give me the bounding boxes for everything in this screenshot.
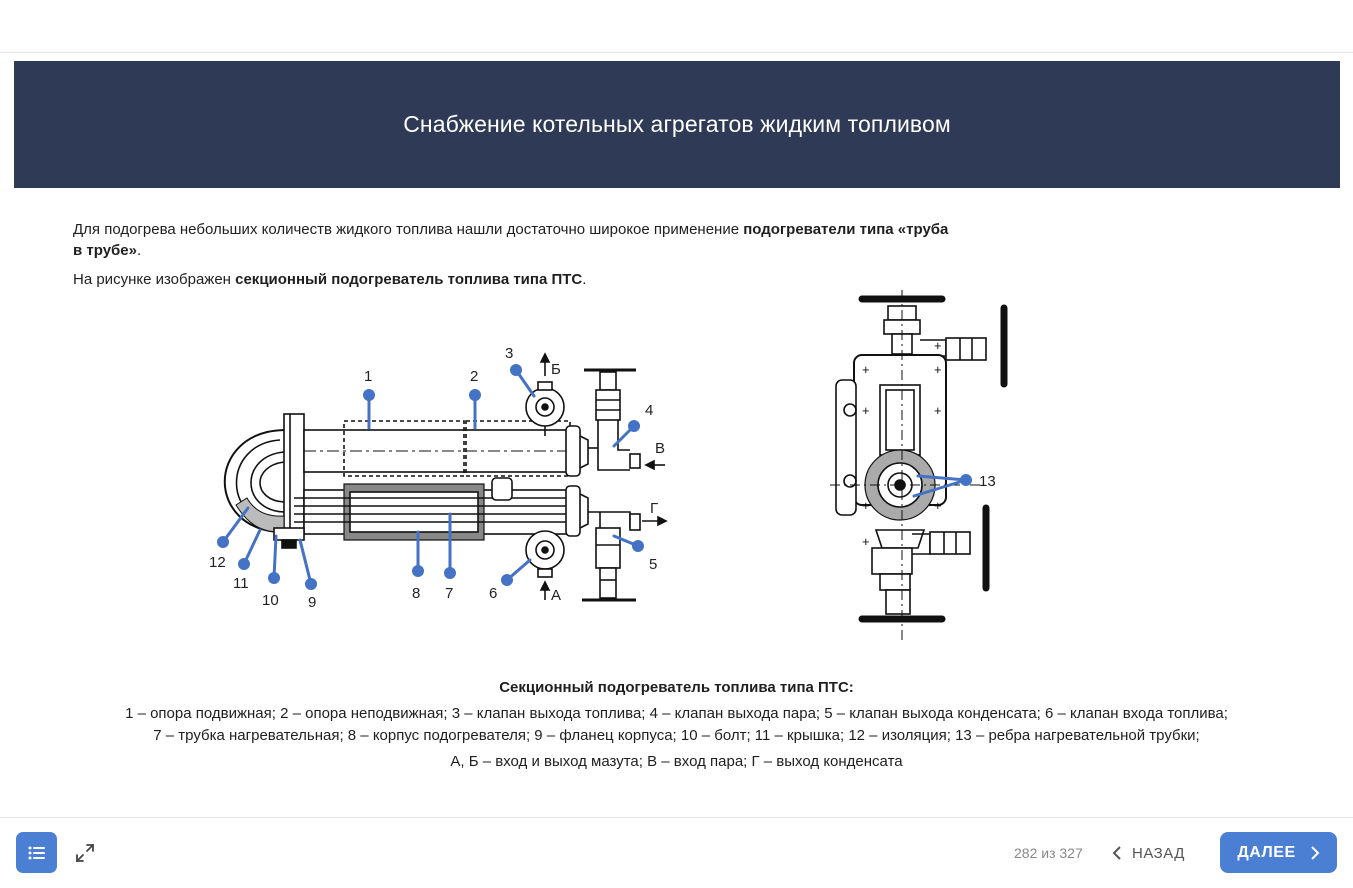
fullscreen-button[interactable] — [74, 842, 96, 864]
callout-2: 2 — [470, 368, 479, 385]
callout-10: 10 — [262, 592, 279, 609]
flow-label-v: В — [655, 440, 666, 457]
callout-12: 12 — [209, 554, 226, 571]
intro-term-bold-2: секционный подогреватель топлива типа ПТС — [235, 271, 583, 288]
top-bar — [0, 0, 1353, 53]
back-button-label: НАЗАД — [1132, 844, 1185, 862]
figure-caption-title: Секционный подогреватель топлива типа ПТС: — [499, 679, 854, 696]
callout-8: 8 — [412, 585, 421, 602]
heater-diagram — [200, 288, 1060, 644]
svg-text:+: + — [862, 362, 870, 377]
next-button-label: ДАЛЕЕ — [1237, 843, 1296, 861]
intro-term-bold: подогреватели типа «труба в трубе» — [73, 221, 949, 259]
callout-7: 7 — [445, 585, 454, 602]
next-button[interactable] — [1220, 832, 1337, 873]
back-button[interactable] — [1112, 836, 1185, 870]
callout-13: 13 — [979, 473, 996, 490]
table-of-contents-button[interactable] — [16, 832, 57, 873]
svg-text:+: + — [862, 403, 870, 418]
page-counter: 282 из 327 — [1014, 845, 1083, 861]
figure-caption-line-1: 1 – опора подвижная; 2 – опора неподвижная; 3 – клапан выхода топлива; 4 – клапан выхода пара; 5 – клапан выхода конденсата; 6 – клапан входа топлива; — [125, 705, 1228, 722]
chevron-right-icon — [1310, 845, 1320, 861]
flow-label-g: Г — [650, 500, 659, 517]
page-title: Снабжение котельных агрегатов жидким топливом — [403, 111, 951, 137]
figure-caption-line-2: 7 – трубка нагревательная; 8 – корпус подогревателя; 9 – фланец корпуса; 10 – болт; 11 – крышка; 12 – изоляция; 13 – ребра нагревательной трубки; — [153, 727, 1200, 744]
callout-9: 9 — [308, 594, 317, 611]
list-icon — [28, 846, 46, 860]
expand-icon — [74, 842, 96, 864]
figure-caption-line-3: А, Б – вход и выход мазута; В – вход пара; Г – выход конденсата — [450, 753, 903, 770]
intro-paragraph-1: Для подогрева небольших количеств жидкого топлива нашли достаточно широкое применение подогреватели типа «труба в трубе». — [73, 221, 949, 259]
page-title-banner — [14, 61, 1340, 188]
callout-6: 6 — [489, 585, 498, 602]
flow-label-a: А — [551, 587, 562, 604]
svg-text:+: + — [934, 403, 942, 418]
svg-text:+: + — [862, 498, 870, 513]
callout-3: 3 — [505, 345, 514, 362]
chevron-left-icon — [1112, 845, 1122, 861]
intro-paragraph-2: На рисунке изображен секционный подогреватель топлива типа ПТС. — [73, 271, 587, 288]
flow-label-b: Б — [551, 361, 561, 378]
svg-text:+: + — [862, 534, 870, 549]
svg-text:+: + — [934, 362, 942, 377]
callout-4: 4 — [645, 402, 654, 419]
callout-1: 1 — [364, 368, 373, 385]
svg-text:+: + — [934, 338, 942, 353]
callout-5: 5 — [649, 556, 658, 573]
svg-text:+: + — [934, 498, 942, 513]
callout-11: 11 — [233, 575, 249, 592]
